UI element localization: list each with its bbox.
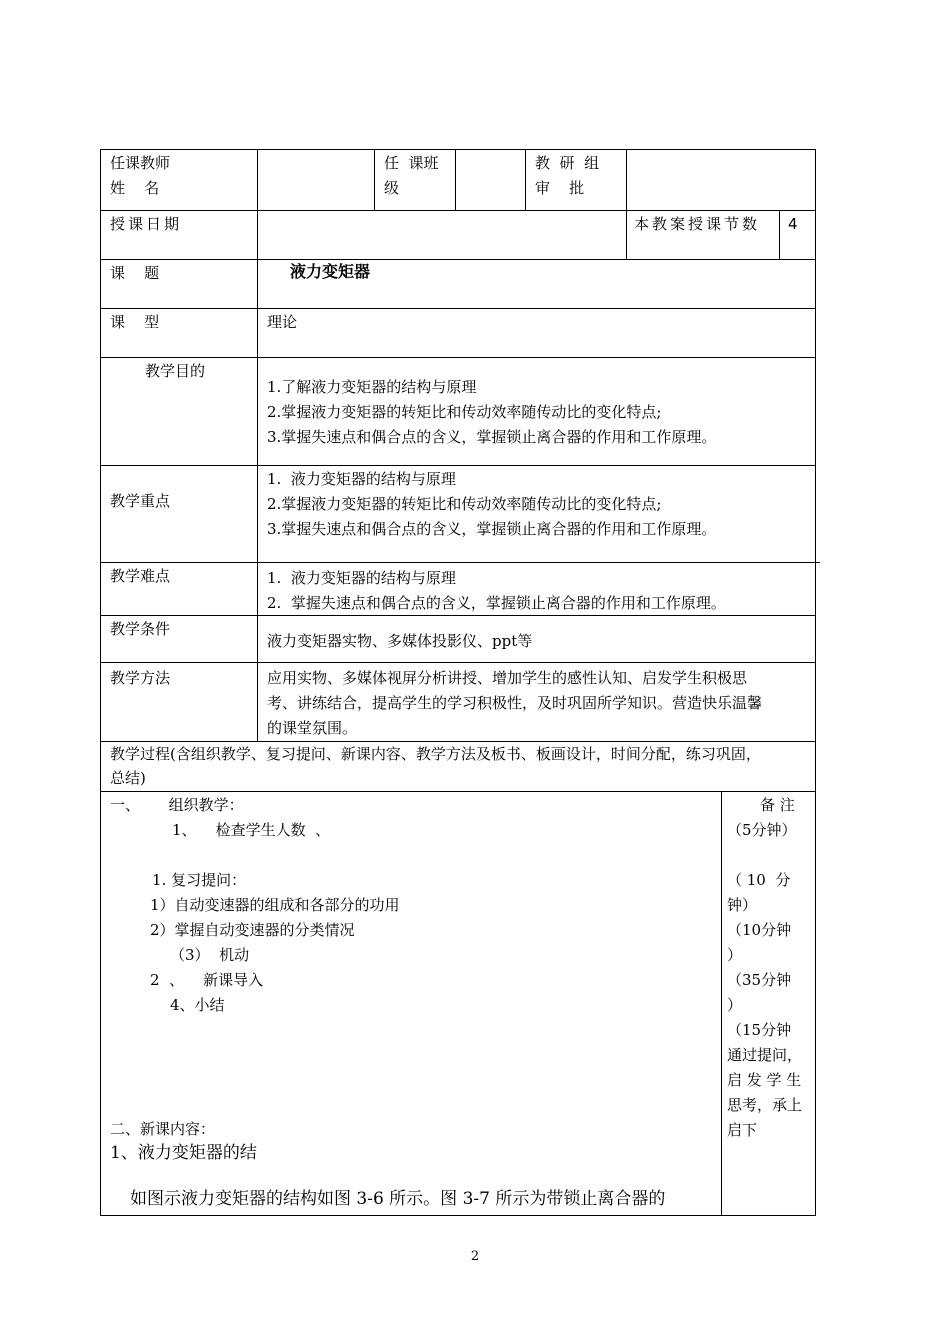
process-line-new-content: 二、新课内容： <box>110 1120 216 1138</box>
goal-item-3: 3.掌握失速点和偶合点的含义，掌握锁止离合器的作用和工作原理。 <box>267 428 717 446</box>
process-line-review-1: 1）自动变速器的组成和各部分的功用 <box>150 896 400 914</box>
difficulty-item-1: 1. 液力变矩器的结构与原理 <box>267 569 456 587</box>
difficulty-item-2: 2. 掌握失速点和偶合点的含义，掌握锁止离合器的作用和工作原理。 <box>267 594 726 612</box>
hours-label: 本教案授课节数 <box>634 215 761 233</box>
note-line-10: 启 发 学 生 <box>727 1071 802 1089</box>
review-value-cell[interactable] <box>626 149 816 211</box>
process-line-review-2: 2）掌握自动变速器的分类情况 <box>150 921 355 939</box>
type-label: 课 型 <box>110 313 160 331</box>
goal-label: 教学目的 <box>145 362 206 380</box>
note-line-2: （ 10 分 <box>727 871 791 889</box>
key-item-1: 1. 液力变矩器的结构与原理 <box>267 470 456 488</box>
process-line-structure-text: 如图示液力变矩器的结构如图 3-6 所示。图 3-7 所示为带锁止离合器的 <box>130 1189 666 1209</box>
page-number: 2 <box>470 1249 480 1264</box>
note-line-5: ） <box>727 946 743 964</box>
process-line-check: 1、 检查学生人数 、 <box>172 821 331 839</box>
class-label-line1: 任 课班 <box>384 154 439 172</box>
hours-value: 4 <box>788 215 798 233</box>
review-label-line1: 教 研 组 <box>535 154 600 172</box>
process-title-line-1: 教学过程(含组织教学、复习提问、新课内容、教学方法及板书、板画设计，时间分配，练习巩固， <box>110 745 761 763</box>
type-value-cell <box>257 308 816 358</box>
date-label: 授课日期 <box>110 215 183 233</box>
class-value-cell[interactable] <box>455 149 526 211</box>
process-line-summary: 4、小结 <box>170 996 225 1014</box>
note-line-1: （5分钟） <box>727 821 797 839</box>
process-title-line-2: 总结) <box>110 769 146 787</box>
note-line-3: 钟） <box>727 896 758 914</box>
review-label-line2: 审 批 <box>535 179 585 197</box>
note-line-9: 通过提问， <box>727 1046 803 1064</box>
type-value: 理论 <box>267 313 298 331</box>
note-line-6: （35分钟 <box>727 971 792 989</box>
key-item-3: 3.掌握失速点和偶合点的含义，掌握锁止离合器的作用和工作原理。 <box>267 520 717 538</box>
teacher-label-line2: 姓 名 <box>110 179 160 197</box>
teacher-label-line1: 任课教师 <box>110 154 171 172</box>
method-line-2: 考、讲练结合，提高学生的学习积极性，及时巩固所学知识。营造快乐温馨 <box>267 694 763 712</box>
difficulty-label: 教学难点 <box>110 567 171 585</box>
key-label-cell <box>100 465 258 563</box>
key-item-2: 2.掌握液力变矩器的转矩比和传动效率随传动比的变化特点; <box>267 495 662 513</box>
method-label: 教学方法 <box>110 669 171 687</box>
process-line-structure-heading: 1、液力变矩器的结 <box>110 1143 257 1163</box>
topic-label: 课 题 <box>110 264 160 282</box>
method-line-1: 应用实物、多媒体视屏分析讲授、增加学生的感性认知、启发学生积极思 <box>267 669 748 687</box>
topic-value: 液力变矩器 <box>290 262 371 281</box>
note-line-11: 思考，承上 <box>727 1096 803 1114</box>
process-line-organize: 一、 组织教学： <box>110 796 244 814</box>
method-line-3: 的课堂氛围。 <box>267 719 358 737</box>
key-label: 教学重点 <box>110 492 171 510</box>
process-line-intro: 2 、 新课导入 <box>150 971 264 989</box>
note-line-4: （10分钟 <box>727 921 792 939</box>
process-line-review: 1. 复习提问： <box>152 871 247 889</box>
date-value-cell[interactable] <box>257 210 627 260</box>
note-line-12: 启下 <box>727 1121 758 1139</box>
note-line-7: ） <box>727 996 743 1014</box>
note-line-8: （15分钟 <box>727 1021 792 1039</box>
goal-item-1: 1.了解液力变矩器的结构与原理 <box>267 378 477 396</box>
goal-item-2: 2.掌握液力变矩器的转矩比和传动效率随传动比的变化特点; <box>267 403 662 421</box>
condition-value: 液力变矩器实物、多媒体投影仪、ppt等 <box>267 632 533 650</box>
class-label-line2: 级 <box>384 179 400 197</box>
note-heading: 备 注 <box>760 796 795 814</box>
teacher-name-cell[interactable] <box>257 149 375 211</box>
process-line-review-3: （3） 机动 <box>170 946 250 964</box>
condition-label: 教学条件 <box>110 620 171 638</box>
